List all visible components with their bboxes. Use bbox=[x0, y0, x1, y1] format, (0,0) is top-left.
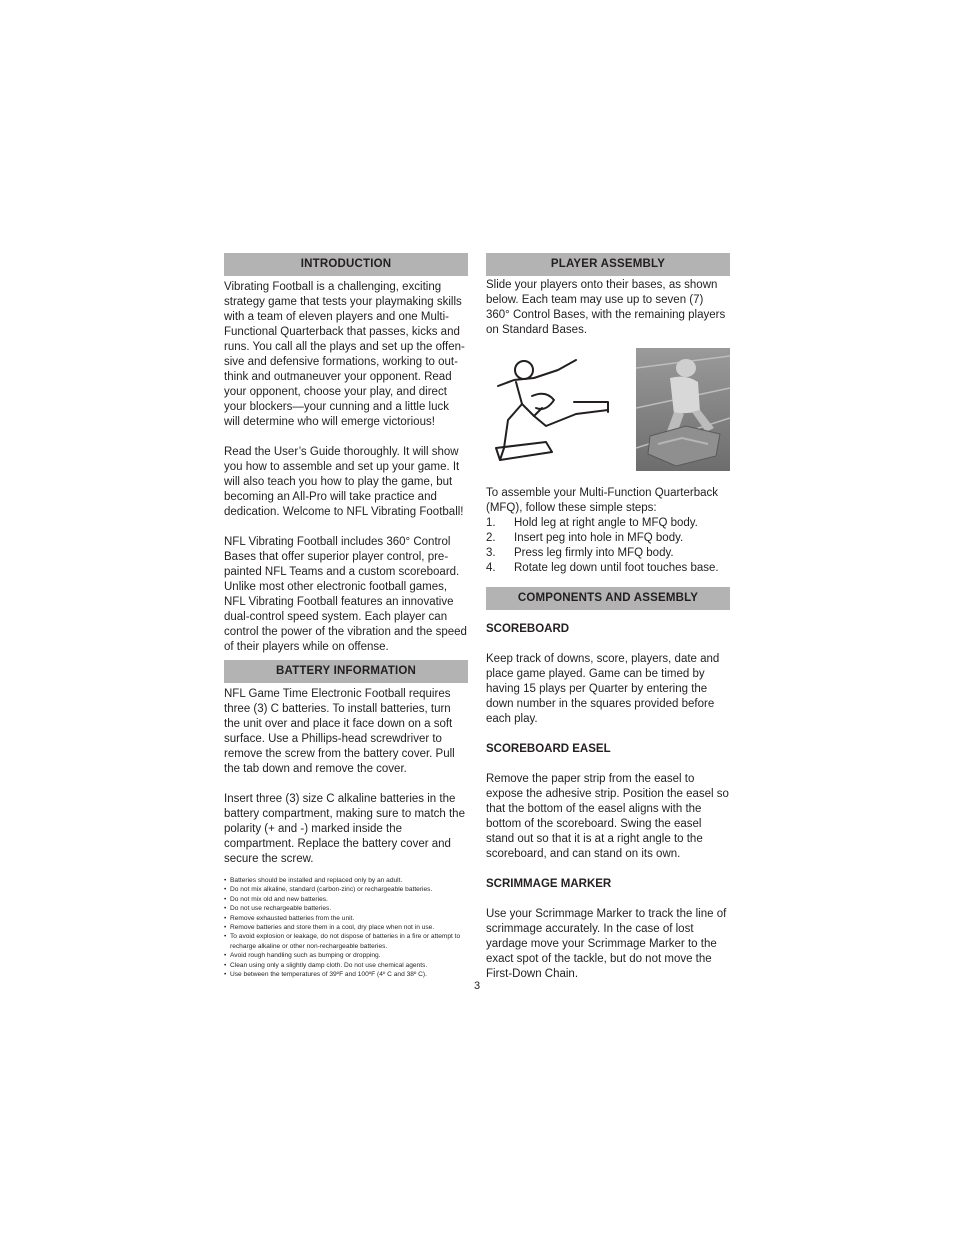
step-item bbox=[486, 546, 730, 561]
step-text: Rotate leg down until foot touches base. bbox=[514, 562, 719, 574]
scoreboard-easel-text: Remove the paper strip from the easel to expose the adhesive strip. Position the easel so that the bottom of the easel aligns with the bottom of the scoreboard. Swing the easel stand out so that it is at a right angle to the scoreboard, and can stand on its own. bbox=[486, 773, 729, 860]
components-heading: COMPONENTS AND ASSEMBLY bbox=[486, 587, 730, 610]
player-paragraph-1: Slide your players onto their bases, as shown below. Each team may use up to seven (7) 360° Control Bases, with the remaining players on Standard Bases. bbox=[486, 279, 726, 336]
player-figures bbox=[486, 348, 730, 478]
warning-item: • To avoid explosion or leakage, do not dispose of batteries in a fire or attempt to recharge alkaline or other non-rechargeable batteries. bbox=[224, 932, 468, 951]
intro-paragraph-3: NFL Vibrating Football includes 360° Control Bases that offer superior player control, pre-painted NFL Teams and a custom scoreboard. Unlike most other electronic football games, NFL Vibrating Football features an innovative dual-control speed system. Each player can control the power of the vibration and the speed of their players while on offense. bbox=[224, 536, 467, 653]
step-number: 1. bbox=[486, 517, 496, 529]
step-number: 2. bbox=[486, 532, 496, 544]
intro-paragraph-1: Vibrating Football is a challenging, exciting strategy game that tests your playmaking skills with a team of eleven players and one Multi-Functional Quarterback that passes, kicks and runs. You call all the plays and set up the offen-sive and defensive formations, working to out-think and outmaneuver your opponent. Read your opponent, choose your play, and direct your blockers—your cunning and a little luck will determine who will emerge victorious! bbox=[224, 281, 465, 428]
battery-heading: BATTERY INFORMATION bbox=[224, 660, 468, 683]
step-number: 4. bbox=[486, 562, 496, 574]
quarterback-line-drawing bbox=[486, 356, 611, 466]
warning-item: • Do not use rechargeable batteries. bbox=[224, 904, 468, 913]
intro-paragraph-2: Read the User’s Guide thoroughly. It will show you how to assemble and set up your game. It will also teach you how to play the game, but becoming an All-Pro will take practice and dedication. Welcome to NFL Vibrating Football! bbox=[224, 446, 464, 518]
player-assembly-heading: PLAYER ASSEMBLY bbox=[486, 253, 730, 276]
player-paragraph-2: To assemble your Multi-Function Quarterback (MFQ), follow these simple steps: bbox=[486, 487, 719, 514]
step-item bbox=[486, 561, 730, 576]
battery-warnings-list bbox=[224, 876, 468, 979]
step-item bbox=[486, 516, 730, 531]
right-column bbox=[486, 253, 730, 982]
warning-item: • Remove batteries and store them in a cool, dry place when not in use. bbox=[224, 923, 468, 932]
step-item bbox=[486, 531, 730, 546]
scrimmage-marker-text: Use your Scrimmage Marker to track the line of scrimmage accurately. In the case of lost yardage move your Scrimmage Marker to the exact spot of the tackle, but do not move the First-Down Chain. bbox=[486, 908, 727, 980]
left-column bbox=[224, 253, 468, 979]
step-text: Press leg firmly into MFQ body. bbox=[514, 547, 674, 559]
step-text: Insert peg into hole in MFQ body. bbox=[514, 532, 684, 544]
scoreboard-text: Keep track of downs, score, players, date and place game played. Game can be timed by having 15 plays per Quarter by entering the down number in the squares provided before each play. bbox=[486, 653, 720, 725]
scoreboard-easel-title: SCOREBOARD EASEL bbox=[486, 743, 611, 755]
warning-item: • Avoid rough handling such as bumping or dropping. bbox=[224, 951, 468, 960]
warning-item: • Do not mix alkaline, standard (carbon-zinc) or rechargeable batteries. bbox=[224, 885, 468, 894]
step-text: Hold leg at right angle to MFQ body. bbox=[514, 517, 698, 529]
step-number: 3. bbox=[486, 547, 496, 559]
battery-paragraph-2: Insert three (3) size C alkaline batteries in the battery compartment, making sure to match the polarity (+ and -) marked inside the compartment. Replace the battery cover and secure the screw. bbox=[224, 793, 465, 865]
warning-item: • Clean using only a slightly damp cloth. Do not use chemical agents. bbox=[224, 961, 468, 970]
scoreboard-title: SCOREBOARD bbox=[486, 623, 570, 635]
scrimmage-marker-title: SCRIMMAGE MARKER bbox=[486, 878, 612, 890]
quarterback-photo bbox=[636, 348, 730, 471]
warning-item: • Batteries should be installed and replaced only by an adult. bbox=[224, 876, 468, 885]
warning-item: • Remove exhausted batteries from the unit. bbox=[224, 914, 468, 923]
introduction-heading: INTRODUCTION bbox=[224, 253, 468, 276]
page-number: 3 bbox=[473, 980, 481, 992]
warning-item: • Use between the temperatures of 39ºF and 100ºF (4º C and 38º C). bbox=[224, 970, 468, 979]
mfq-steps-list bbox=[486, 516, 730, 576]
battery-paragraph-1: NFL Game Time Electronic Football requires three (3) C batteries. To install batteries, turn the unit over and place it face down on a soft surface. Use a Phillips-head screwdriver to remove the screw from the battery cover. Pull the tab down and remove the cover. bbox=[224, 688, 455, 775]
warning-item: • Do not mix old and new batteries. bbox=[224, 895, 468, 904]
